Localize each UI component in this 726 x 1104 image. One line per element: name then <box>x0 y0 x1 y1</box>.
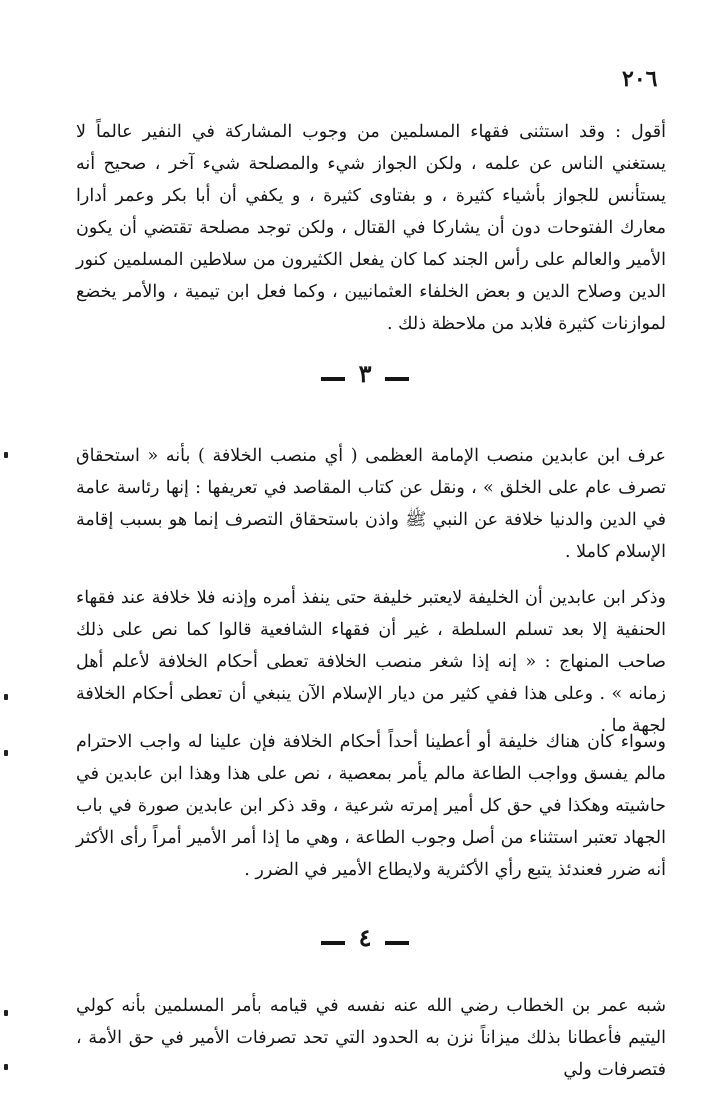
scan-speck <box>4 1064 8 1070</box>
paragraph-4: وسواء كان هناك خليفة أو أعطينا أحداً أحكام الخلافة فإن علينا له واجب الاحترام مالم يفسق وواجب الطاعة مالم يأمر بمعصية ، نص على هذا وهذا ابن عابدين في حاشيته وهكذا في حق كل أمير إمرته شرعية ، وقد ذكر ابن عابدين صورة في باب الجهاد تعتبر استثناء من أصل وجوب الطاعة ، وهي ما إذا أمر الأمير أمراً رأى الأكثر أنه ضرر فعندئذ يتبع رأي الأكثرية ولايطاع الأمير في الضرر . <box>76 732 666 880</box>
section-marker-3 <box>310 359 420 388</box>
section-dash-right <box>385 377 409 381</box>
paragraph-1: أقول : وقد استثنى فقهاء المسلمين من وجوب المشاركة في النفير عالماً لا يستغني الناس عن علمه ، ولكن الجواز شيء والمصلحة شيء آخر ، صحيح أنه يستأنس للجواز بأشياء كثيرة ، و بفتاوى كثيرة ، و يكفي أن أبا بكر وعمر أدارا معارك الفتوحات دون أن يشاركا في القتال ، ولكن توجد مصلحة تقتضي أن يكون الأمير والعالم على رأس الجند كما كان يفعل الكثيرون من سلاطين المسلمين كنور الدين وصلاح الدين و بعض الخلفاء العثمانيين ، وكما فعل ابن تيمية ، والأمر يخضع لموازنات كثيرة فلابد من ملاحظة ذلك . <box>76 122 666 334</box>
section-marker-4 <box>310 923 420 952</box>
section-dash-left <box>321 941 345 945</box>
paragraph-3: وذكر ابن عابدين أن الخليفة لايعتبر خليفة حتى ينفذ أمره وإذنه فلا خلافة عند فقهاء الحنفية إلا بعد تسلم السلطة ، غير أن فقهاء الشافعية قالوا كما نص على ذلك صاحب المنهاج : « إنه إذا شغر منصب الخلافة تعطى أحكام الخلافة لأعلم أهل زمانه » . وعلى هذا ففي كثير من ديار الإسلام الآن ينبغي أن تعطى أحكام الخلافة لجهة ما . <box>76 588 666 736</box>
scan-speck <box>4 452 8 458</box>
scan-speck <box>4 694 8 700</box>
section-dash-left <box>321 377 345 381</box>
scan-speck <box>4 750 8 756</box>
section-number: ٤ <box>358 923 372 952</box>
paragraph-2: عرف ابن عابدين منصب الإمامة العظمى ( أي منصب الخلافة ) بأنه « استحقاق تصرف عام على الخلق » ، ونقل عن كتاب المقاصد في تعريفها : إنها رئاسة عامة في الدين والدنيا خلافة عن النبي ﷺ واذن باستحقاق التصرف إنما هو بسبب إقامة الإسلام كاملا . <box>76 446 666 562</box>
paragraph-5: شبه عمر بن الخطاب رضي الله عنه نفسه في قيامه بأمر المسلمين بأنه كولي اليتيم فأعطانا بذلك ميزاناً نزن به الحدود التي تحد تصرفات الأمير في حق الأمة ، فتصرفات ولي <box>76 996 666 1080</box>
scan-speck <box>4 1010 8 1016</box>
section-number: ٣ <box>358 359 372 388</box>
section-dash-right <box>385 941 409 945</box>
page-number: ٢٠٦ <box>622 66 658 92</box>
